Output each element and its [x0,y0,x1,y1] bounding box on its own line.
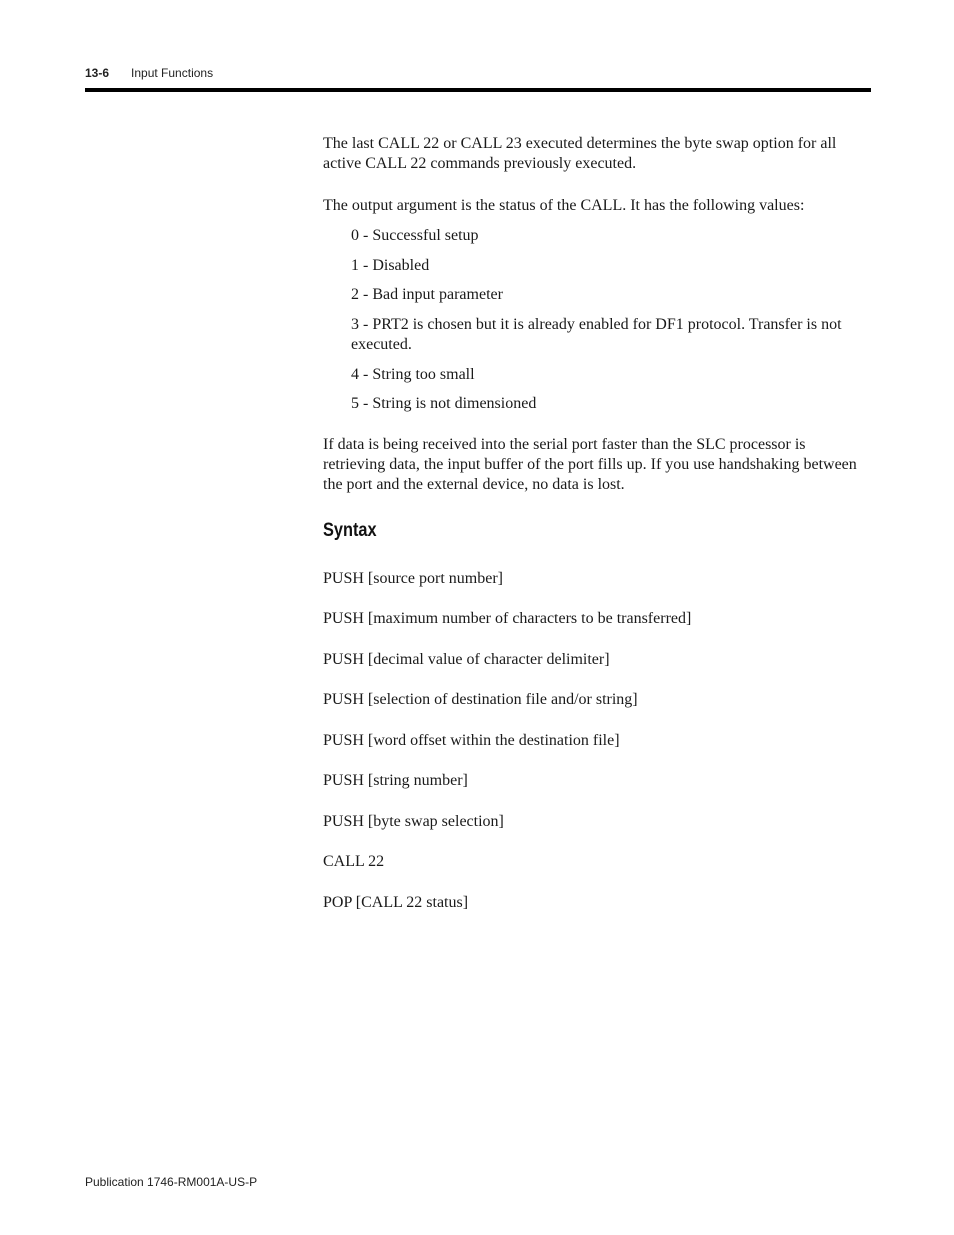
syntax-line: CALL 22 [323,853,385,870]
syntax-line: PUSH [decimal value of character delimiter] [323,651,610,668]
header-rule [85,88,871,92]
buffer-note-paragraph: If data is being received into the serial port faster than the SLC processor is retrieving data, the input buffer of the port fills up. If you use handshaking between the port and the external device, no data is lost. [323,436,857,493]
syntax-line: PUSH [string number] [323,772,468,789]
status-value-2: 2 - Bad input parameter [351,286,503,303]
intro-paragraph: The last CALL 22 or CALL 23 executed determines the byte swap option for all active CALL 22 commands previously executed. [323,135,837,172]
syntax-line: POP [CALL 22 status] [323,894,469,911]
status-value-5: 5 - String is not dimensioned [351,395,537,412]
output-intro-paragraph: The output argument is the status of the CALL. It has the following values: [323,197,805,214]
syntax-line: PUSH [byte swap selection] [323,813,504,830]
syntax-line: PUSH [maximum number of characters to be transferred] [323,610,692,627]
syntax-line: PUSH [word offset within the destination file] [323,732,620,749]
section-title: Input Functions [131,66,214,80]
syntax-line: PUSH [source port number] [323,570,503,587]
syntax-line: PUSH [selection of destination file and/or string] [323,691,638,708]
page-number: 13-6 [85,66,110,80]
publication-footer: Publication 1746-RM001A-US-P [85,1175,258,1189]
status-value-1: 1 - Disabled [351,257,430,274]
syntax-heading: Syntax [323,520,377,541]
running-header [85,66,213,80]
status-value-4: 4 - String too small [351,366,475,383]
status-value-0: 0 - Successful setup [351,227,479,244]
status-value-3: 3 - PRT2 is chosen but it is already enabled for DF1 protocol. Transfer is not executed. [351,316,842,353]
